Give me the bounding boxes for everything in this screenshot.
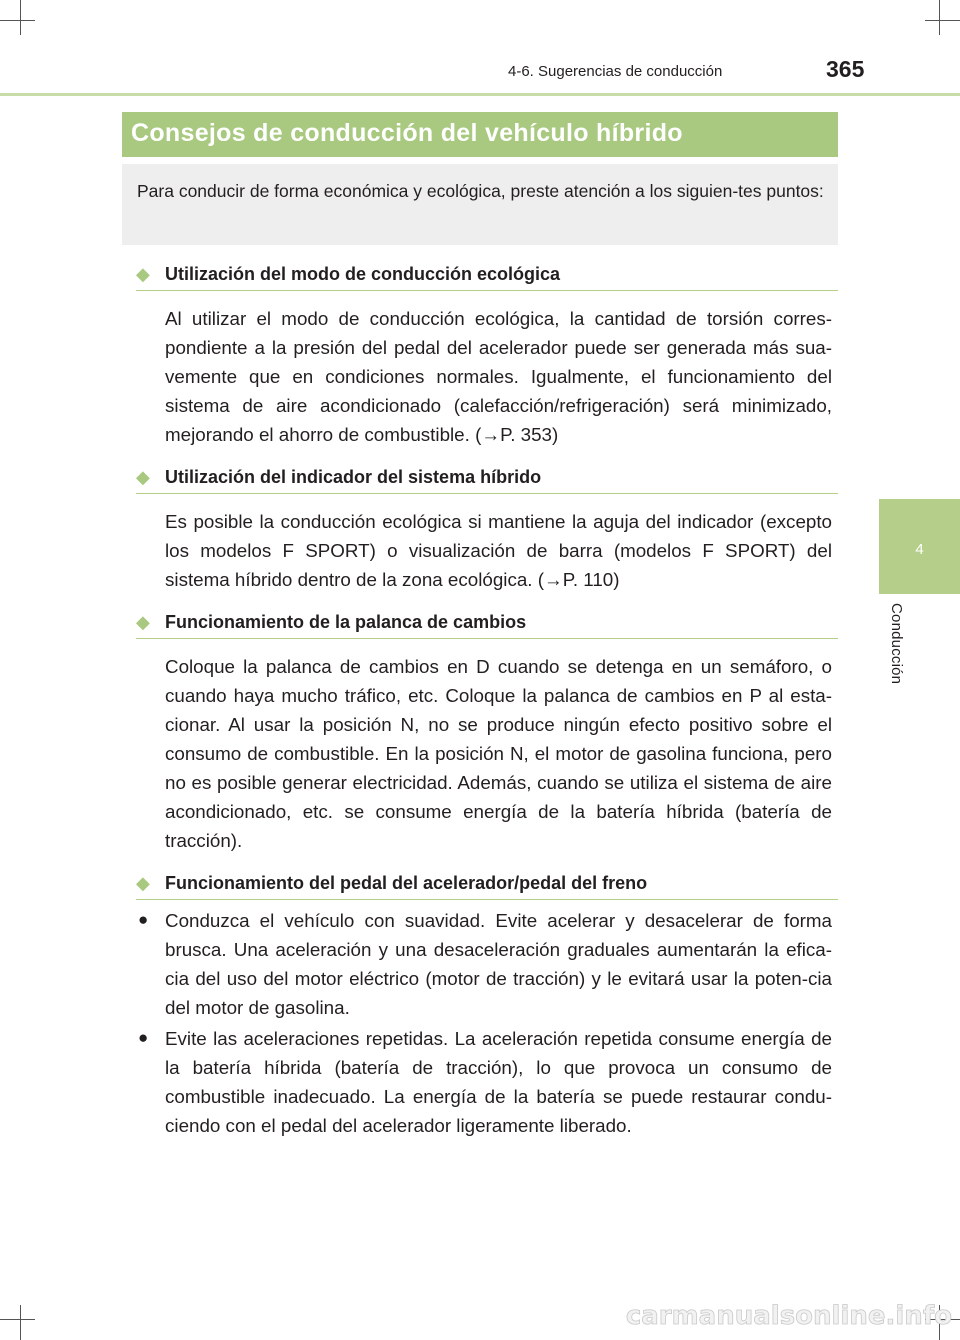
- bullet-icon: ●: [138, 1028, 149, 1047]
- section-body: Coloque la palanca de cambios en D cuando se detenga en un semáforo, o cuando haya mucho tráfico, etc. Coloque la palanca de cambios en P al esta-cionar. Al usar la posición N, no se produce ningún efecto positivo sobre el consumo de combustible. En la posición N, el motor de gasolina funciona, pero no es posible generar electricidad. Además, cuando se utiliza el sistema de aire acondicionado, etc. se consume energía de la batería híbrida (batería de tracción).: [165, 656, 832, 851]
- section-reference: 4-6. Sugerencias de conducción: [508, 63, 723, 80]
- page-number: 365: [826, 56, 865, 82]
- section-heading-text: Funcionamiento de la palanca de cambios: [165, 612, 527, 632]
- section-body: Al utilizar el modo de conducción ecológica, la cantidad de torsión corres-pondiente a la presión del pedal del acelerador puede ser generada más sua-vemente que en condiciones normales. Igualmente, el funcionamiento del sistema de aire acondicionado (calefacción/refrigeración) será minimizado, mejorando el ahorro de combustible. (→P. 353): [165, 308, 832, 445]
- watermark-logo: [612, 1294, 952, 1334]
- crop-mark: [925, 20, 960, 21]
- crop-mark: [939, 0, 940, 35]
- title-bar: [122, 112, 838, 157]
- section-heading-text: Utilización del indicador del sistema híbrido: [165, 467, 542, 487]
- chapter-tab: [879, 499, 960, 594]
- crop-mark: [0, 1319, 35, 1320]
- header-divider: [0, 93, 960, 96]
- section-heading: [136, 262, 838, 291]
- svg-text:carmanualsonline.info: carmanualsonline.info: [625, 1301, 952, 1331]
- section-heading: [136, 871, 838, 900]
- bullet-icon: ●: [138, 910, 149, 929]
- bullet-text: Evite las aceleraciones repetidas. La aceleración repetida consume energía de la batería híbrida (batería de tracción), lo que provoca un consumo de combustible inadecuado. La energía de la batería se puede restaurar condu-ciendo con el pedal del acelerador ligeramente liberado.: [165, 1028, 832, 1136]
- intro-text: Para conducir de forma económica y ecológica, preste atención a los siguien-tes puntos:: [137, 181, 824, 201]
- bullet-text: Conduzca el vehículo con suavidad. Evite acelerar y desacelerar de forma brusca. Una aceleración y una desaceleración graduales aumentarán la efica-cia del uso del motor eléctrico (motor de tracción) y le evitará usar la poten-cia del motor de gasolina.: [165, 910, 832, 1018]
- crop-mark: [20, 0, 21, 35]
- crop-mark: [20, 1305, 21, 1340]
- intro-box: [122, 164, 838, 245]
- diamond-icon: ◆: [136, 873, 150, 893]
- section-heading-text: Utilización del modo de conducción ecológica: [165, 264, 561, 284]
- diamond-icon: ◆: [136, 612, 150, 632]
- section-body: Es posible la conducción ecológica si mantiene la aguja del indicador (excepto los modelos F SPORT) o visualización de barra (modelos F SPORT) del sistema híbrido dentro de la zona ecológica. (→P. 110): [165, 511, 832, 590]
- diamond-icon: ◆: [136, 264, 150, 284]
- crop-mark: [0, 20, 35, 21]
- chapter-number: 4: [915, 541, 924, 558]
- diamond-icon: ◆: [136, 467, 150, 487]
- section-heading: [136, 465, 838, 494]
- chapter-label: Conducción: [888, 603, 905, 685]
- page-title: Consejos de conducción del vehículo híbrido: [131, 119, 683, 147]
- section-heading-text: Funcionamiento del pedal del acelerador/pedal del freno: [165, 873, 648, 893]
- section-heading: [136, 610, 838, 639]
